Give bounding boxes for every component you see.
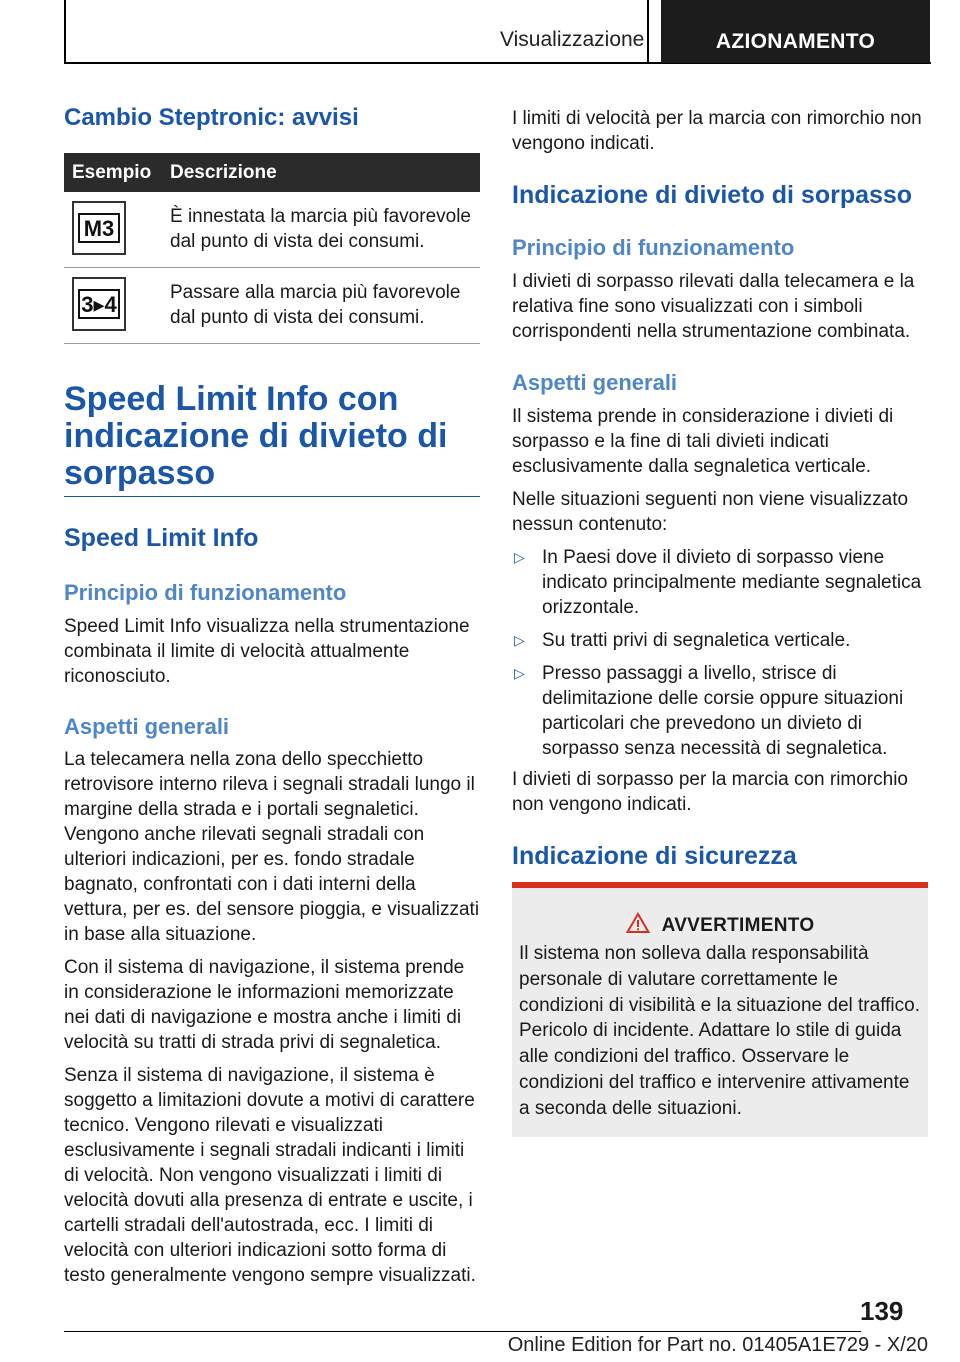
header-section-label: Visualizzazione [500,28,645,51]
steptronic-table [64,153,480,344]
table-row-description: È innestata la marcia più favorevole dal punto di vista dei consumi. [170,206,471,252]
table-header-description: Descrizione [170,162,277,183]
title-underline [64,496,480,497]
table-row-description: Passare alla marcia più favorevole dal punto di vista dei consumi. [170,282,461,328]
principle-heading: Principio di funzionamento [64,580,347,605]
warning-box [512,882,928,1137]
table-header [64,153,480,192]
triangle-bullet-icon: ▷ [514,632,525,648]
list-item: ▷ In Paesi dove il divieto di sorpasso viene indicato principalmente mediante segnaletica orizzontale. [514,547,922,618]
warning-title: AVVERTIMENTO [512,912,928,940]
gear-shift-3-to-4-icon: 3▸4 [72,277,126,331]
list-item: ▷ Su tratti privi di segnaletica verticale. [514,630,851,651]
header-chapter-tab: AZIONAMENTO [661,0,930,63]
principle-paragraph: Speed Limit Info visualizza nella strumentazione combinata il limite di velocità attualmente riconosciuto. [64,616,470,687]
principle-paragraph-right: I divieti di sorpasso rilevati dalla telecamera e la relativa fine sono visualizzati con i simboli corrispondenti nella strumentazione combinata. [512,271,915,342]
safety-heading: Indicazione di sicurezza [512,842,797,870]
list-item: ▷ Presso passaggi a livello, strisce di delimitazione delle corsie oppure situazioni particolari che prevedono un divieto di sorpasso senza necessità di segnaletica. [514,663,904,759]
warning-triangle-icon [626,912,650,940]
footer-rule [64,1331,861,1332]
triangle-bullet-icon: ▷ [514,665,525,681]
triangle-bullet-icon: ▷ [514,549,525,565]
general-heading-right: Aspetti generali [512,370,678,395]
warning-text: Il sistema non solleva dalla responsabilità personale di valutare correttamente le condizioni di visibilità e la situazione del traffico. Pericolo di incidente. Adattare lo stile di guida alle condizioni del traffico. Osservare le condizioni del traffico e intervenire attivamente a seconda delle situazioni. [519,943,920,1119]
general-paragraphs: La telecamera nella zona dello specchietto retrovisore interno rileva i segnali stradali lungo il margine della strada e i portali segnaletici. Vengono anche rilevati segnali stradali con ulteriori indicazioni, per es. fondo stradale bagnato, confrontati con i dati interni della vettura, per es. del sensore pioggia, e visualizzati in base alla situazione. Con il sistema di navigazione, il sistema prende in considerazione le informazioni memorizzate nei dati di navigazione e mostra anche i limiti di velocità su tratti di strada privi di segnaletica. Senza il sistema di navigazione, il sistema è soggetto a limitazioni dovute a motivi di carattere tecnico. Vengono rilevati e visualizzati esclusivamente i segnali stradali indicanti i limiti di velocità. Non vengono visualizzati i limiti di velocità dovuti alla presenza di entrate e uscite, i cartelli stradali dell'autostrada, ecc. I limiti di velocità con ulteriori indicazioni sotto forma di testo generalmente vengono sempre visualizzati. [64,749,480,1286]
steptronic-heading: Cambio Steptronic: avvisi [64,104,359,131]
table-row [64,192,480,268]
overtaking-heading: Indicazione di divieto di sorpasso [512,181,913,209]
table-row [64,268,480,344]
general-section-right: Il sistema prende in considerazione i divieti di sorpasso e la fine di tali divieti indicati esclusivamente dalla segnaletica verticale. Nelle situazioni seguenti non viene visualizzato nessun contenuto: ▷ In Paesi dove il divieto di sorpasso viene indicato principalmente mediante segnaletica orizzontale. ▷ Su tratti privi di segnaletica verticale. ▷ Presso passaggi a livello, strisce di delimitazione delle corsie oppure situazioni particolari che prevedono un divieto di sorpasso senza necessità di segnaletica. I divieti di sorpasso per la marcia con rimorchio non vengono indicati. [512,404,928,817]
general-heading: Aspetti generali [64,714,230,739]
gear-m3-icon: M3 [72,201,126,255]
trailer-note-top: I limiti di velocità per la marcia con rimorchio non vengono indicati. [512,108,922,154]
edition-note: Online Edition for Part no. 01405A1E729 - X/20 [507,1334,928,1356]
principle-heading-right: Principio di funzionamento [512,235,795,260]
speed-limit-info-heading: Speed Limit Info [64,524,259,552]
main-title: Speed Limit Info con indicazione di divieto di sorpasso [64,380,448,492]
page-number: 139 [860,1296,904,1326]
table-header-example: Esempio [72,162,152,183]
bullet-list [512,545,928,761]
